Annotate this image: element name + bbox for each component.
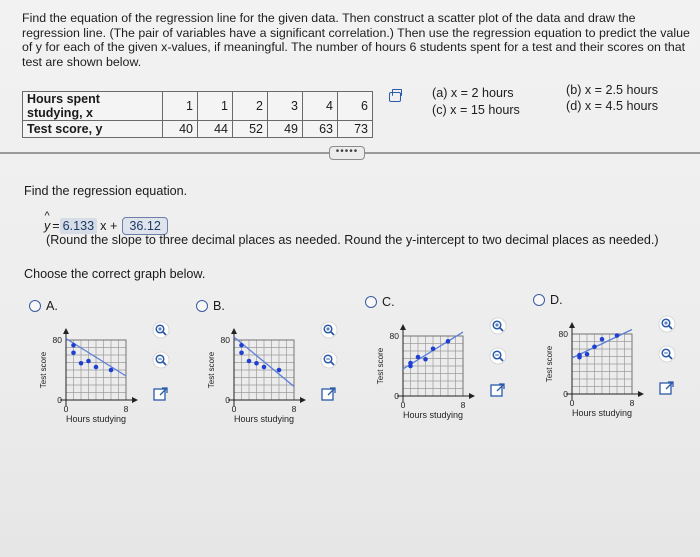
option-d[interactable] — [533, 293, 563, 307]
data-point — [79, 361, 84, 366]
data-point — [254, 361, 259, 366]
table-cell: 73 — [338, 121, 373, 138]
copy-table-icon[interactable] — [389, 92, 401, 102]
data-point — [71, 350, 76, 355]
zoom-out-icon[interactable] — [152, 351, 170, 369]
question-d: (d) x = 4.5 hours — [566, 99, 659, 113]
find-equation-label: Find the regression equation. — [24, 184, 188, 198]
x-plus-text: x + — [100, 219, 118, 233]
y-axis-title: Test score — [39, 351, 48, 389]
equals-sign: = — [52, 219, 60, 233]
data-point — [446, 339, 451, 344]
option-a-label: A. — [46, 299, 58, 313]
y-axis-arrow — [63, 328, 69, 334]
table-cell: 1 — [163, 92, 198, 121]
plot-grid — [234, 340, 294, 400]
y-hat-symbol: ^ y — [44, 219, 50, 233]
x-axis-title: Hours studying — [402, 410, 464, 420]
data-point — [585, 352, 590, 357]
y-tick-label: 80 — [220, 335, 230, 345]
option-c-label: C. — [382, 295, 395, 309]
y-zero-label: 0 — [563, 389, 568, 399]
data-point — [71, 343, 76, 348]
x-max-label: 8 — [460, 400, 466, 410]
option-b[interactable] — [196, 299, 225, 313]
data-table — [22, 91, 373, 138]
y-axis-arrow — [400, 324, 406, 330]
x-axis-title: Hours studying — [571, 408, 633, 418]
zoom-out-icon[interactable] — [320, 351, 338, 369]
x-max-label: 8 — [123, 404, 129, 414]
question-c: (c) x = 15 hours — [432, 103, 520, 117]
x-zero-label: 0 — [400, 400, 406, 410]
x-axis-arrow — [132, 397, 138, 403]
data-point — [592, 344, 597, 349]
radio-button-c[interactable] — [365, 296, 377, 308]
row-label-hours: Hours spent studying, x — [23, 92, 163, 121]
x-axis-arrow — [469, 393, 475, 399]
y-tick-label: 80 — [389, 331, 399, 341]
radio-button-b[interactable] — [196, 300, 208, 312]
popout-icon[interactable] — [658, 379, 676, 397]
plot-grid — [572, 334, 632, 394]
table-cell: 2 — [233, 92, 268, 121]
table-cell: 63 — [303, 121, 338, 138]
y-tick-label: 80 — [52, 335, 62, 345]
question-b: (b) x = 2.5 hours — [566, 83, 659, 97]
data-point — [416, 355, 421, 360]
y-axis-title: Test score — [376, 347, 385, 385]
popout-icon[interactable] — [152, 385, 170, 403]
x-axis-title: Hours studying — [65, 414, 127, 424]
table-row — [23, 92, 373, 121]
problem-prompt: Find the equation of the regression line for the given data. Then construct a scatter plot of the data and draw the regression line. (The pair of variables have a significant correlation.) Then use the regression equation to predict the value of y for each of the given x-values, if meaningful. The number of hours 6 students spent for a test and their scores on that test are shown below. — [22, 11, 690, 69]
option-c[interactable] — [365, 295, 395, 309]
data-point — [408, 361, 413, 366]
radio-button-a[interactable] — [29, 300, 41, 312]
data-point — [423, 357, 428, 362]
y-tick-label: 80 — [558, 329, 568, 339]
data-point — [277, 368, 282, 373]
y-axis-arrow — [231, 328, 237, 334]
option-a[interactable] — [29, 299, 58, 313]
y-axis-title: Test score — [207, 351, 216, 389]
table-cell: 40 — [163, 121, 198, 138]
y-zero-label: 0 — [57, 395, 62, 405]
zoom-out-icon[interactable] — [658, 345, 676, 363]
intercept-input[interactable]: 36.12 — [122, 217, 168, 235]
table-cell: 52 — [233, 121, 268, 138]
table-cell: 49 — [268, 121, 303, 138]
data-point — [615, 333, 620, 338]
table-cell: 44 — [198, 121, 233, 138]
radio-button-d[interactable] — [533, 294, 545, 306]
table-cell: 6 — [338, 92, 373, 121]
question-a: (a) x = 2 hours — [432, 86, 514, 100]
x-zero-label: 0 — [231, 404, 237, 414]
row-label-score: Test score, y — [23, 121, 163, 138]
zoom-in-icon[interactable] — [152, 321, 170, 339]
popout-icon[interactable] — [489, 381, 507, 399]
data-point — [239, 343, 244, 348]
data-point — [600, 337, 605, 342]
slope-answer: 6.133 — [60, 218, 98, 234]
data-point — [86, 359, 91, 364]
data-point — [109, 368, 114, 373]
x-zero-label: 0 — [569, 398, 575, 408]
x-axis-title: Hours studying — [233, 414, 295, 424]
rounding-note: (Round the slope to three decimal places as needed. Round the y-intercept to two decimal places as needed.) — [46, 233, 659, 247]
data-point — [577, 353, 582, 358]
zoom-in-icon[interactable] — [320, 321, 338, 339]
data-point — [239, 350, 244, 355]
x-max-label: 8 — [629, 398, 635, 408]
data-point — [94, 365, 99, 370]
x-axis-arrow — [300, 397, 306, 403]
data-point — [247, 359, 252, 364]
y-zero-label: 0 — [225, 395, 230, 405]
option-d-label: D. — [550, 293, 563, 307]
option-b-label: B. — [213, 299, 225, 313]
x-axis-arrow — [638, 391, 644, 397]
y-axis-arrow — [569, 322, 575, 328]
y-axis-title: Test score — [545, 345, 554, 383]
zoom-in-icon[interactable] — [658, 315, 676, 333]
table-cell: 3 — [268, 92, 303, 121]
y-zero-label: 0 — [394, 391, 399, 401]
data-point — [262, 365, 267, 370]
popout-icon[interactable] — [320, 385, 338, 403]
table-cell: 4 — [303, 92, 338, 121]
expand-more-button[interactable]: ••••• — [329, 146, 365, 160]
x-zero-label: 0 — [63, 404, 69, 414]
data-point — [431, 346, 436, 351]
table-cell: 1 — [198, 92, 233, 121]
table-row — [23, 121, 373, 138]
zoom-out-icon[interactable] — [489, 347, 507, 365]
choose-graph-label: Choose the correct graph below. — [24, 267, 206, 281]
zoom-in-icon[interactable] — [489, 317, 507, 335]
x-max-label: 8 — [291, 404, 297, 414]
